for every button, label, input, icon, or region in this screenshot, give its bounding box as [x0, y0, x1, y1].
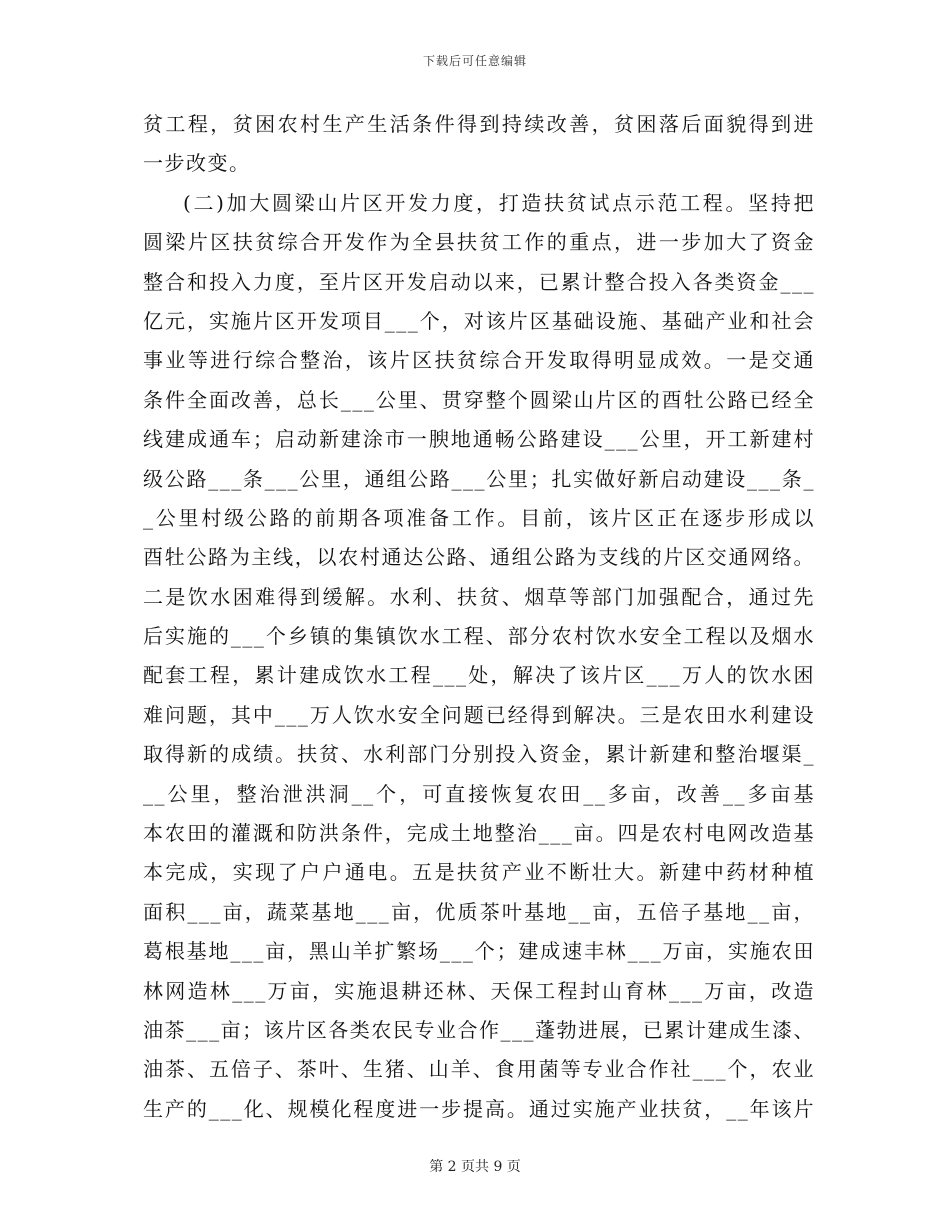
- text-line: 后实施的___个乡镇的集镇饮水工程、部分农村饮水安全工程以及烟水: [143, 624, 815, 649]
- text-line: 生产的___化、规模化程度进一步提高。通过实施产业扶贫，__年该片: [143, 1096, 815, 1121]
- text-line: 取得新的成绩。扶贫、水利部门分别投入资金，累计新建和整治堰渠_: [143, 742, 815, 767]
- text-line: 本完成，实现了户户通电。五是扶贫产业不断壮大。新建中药材种植: [143, 860, 815, 885]
- text-line: __公里，整治泄洪洞__个，可直接恢复农田__多亩，改善__多亩基: [143, 781, 815, 806]
- text-line: 酉牡公路为主线，以农村通达公路、通组公路为支线的片区交通网络。: [143, 545, 815, 570]
- text-line: 油茶___亩；该片区各类农民专业合作___蓬勃进展，已累计建成生漆、: [143, 1017, 815, 1042]
- text-line: 圆梁片区扶贫综合开发作为全县扶贫工作的重点，进一步加大了资金: [143, 230, 815, 255]
- text-line: 本农田的灌溉和防洪条件，完成土地整治___亩。四是农村电网改造基: [143, 821, 815, 846]
- text-line: 二是饮水困难得到缓解。水利、扶贫、烟草等部门加强配合，通过先: [143, 584, 815, 609]
- text-line: 事业等进行综合整治，该片区扶贫综合开发取得明显成效。一是交通: [143, 348, 815, 373]
- text-line: 级公路___条___公里，通组公路___公里；扎实做好新启动建设___条_: [143, 466, 815, 491]
- text-line: (二)加大圆梁山片区开发力度，打造扶贫试点示范工程。坚持把: [183, 190, 815, 215]
- document-body: [143, 105, 815, 1129]
- text-line: 一步改变。: [143, 151, 251, 176]
- page-header: 下载后可任意编辑: [422, 54, 527, 68]
- text-line: 贫工程，贫困农村生产生活条件得到持续改善，贫困落后面貌得到进: [143, 112, 815, 136]
- page-number-footer: 第 2 页共 9 页: [429, 1159, 521, 1175]
- text-line: 林网造林___万亩，实施退耕还林、天保工程封山育林___万亩，改造: [143, 978, 815, 1003]
- text-line: 整合和投入力度，至片区开发启动以来，已累计整合投入各类资金___: [143, 269, 815, 294]
- text-line: 面积___亩，蔬菜基地___亩，优质茶叶基地__亩，五倍子基地__亩，: [143, 899, 815, 924]
- text-line: 条件全面改善，总长___公里、贯穿整个圆梁山片区的酉牡公路已经全: [143, 387, 815, 412]
- text-line: 葛根基地___亩，黑山羊扩繁场___个；建成速丰林___万亩，实施农田: [143, 939, 815, 964]
- text-line: 配套工程，累计建成饮水工程___处，解决了该片区___万人的饮水困: [143, 663, 815, 688]
- text-line: _公里村级公路的前期各项准备工作。目前，该片区正在逐步形成以: [143, 505, 815, 530]
- text-line: 亿元，实施片区开发项目___个，对该片区基础设施、基础产业和社会: [143, 308, 815, 333]
- text-line: 难问题，其中___万人饮水安全问题已经得到解决。三是农田水利建设: [143, 702, 815, 727]
- text-line: 线建成通车；启动新建涂市一腴地通畅公路建设___公里，开工新建村: [143, 427, 815, 452]
- text-line: 油茶、五倍子、茶叶、生猪、山羊、食用菌等专业合作社___个，农业: [143, 1057, 815, 1082]
